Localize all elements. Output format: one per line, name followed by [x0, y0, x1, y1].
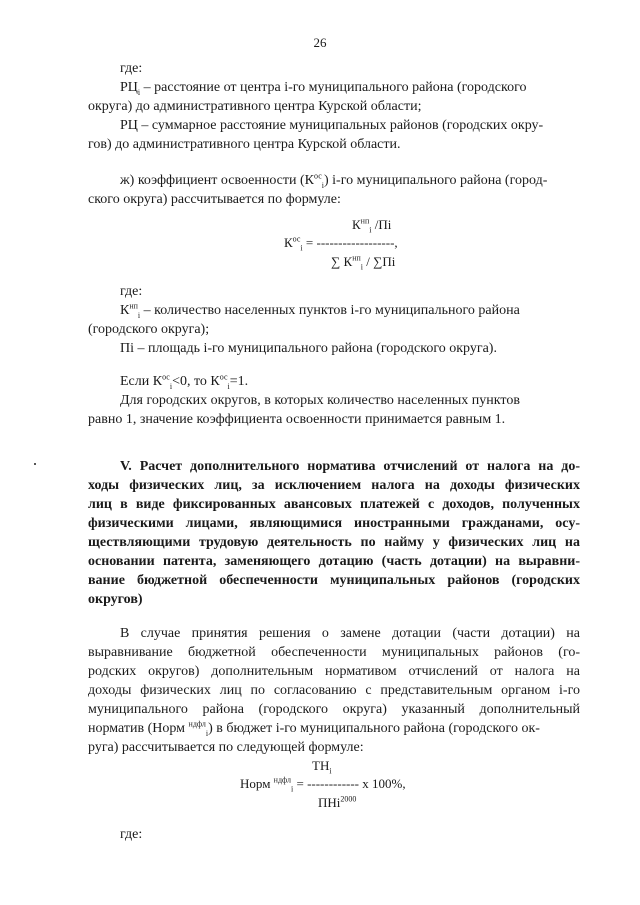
formula-2-numerator: $ТН_i$ [312, 758, 332, 776]
formula-2-denominator: ПНi$^{2000}$ [318, 794, 357, 810]
where-label: где: [120, 61, 143, 76]
section-heading-line-1: V. Расчет дополнительного норматива отчислений от налога на до- [120, 459, 580, 474]
definition-rc-sum-line-1: РЦ – суммарное расстояние муниципальных районов (городских окру- [120, 118, 544, 133]
scan-speck [34, 463, 36, 465]
paragraph-line-2: выравнивание бюджетной обеспеченности муниципальных районов (го- [88, 645, 580, 660]
paragraph-line-3: родских округов) дополнительным нормативом отчислений от налога на [88, 664, 580, 679]
formula-1-denominator: ∑ $К^{нп}_i / \sum Пi$ [331, 253, 396, 272]
formula-1-line: $К^{ос}_i$ = ------------------, [284, 234, 398, 253]
section-heading-line-4: физическими лицами, являющимися иностранными гражданами, осу- [88, 516, 580, 531]
section-heading-line-7: вание бюджетной обеспеченности муниципальных районов (городских [88, 573, 580, 588]
urban-district-note-line-2: равно 1, значение коэффициента освоенности принимается равным 1. [88, 412, 506, 427]
where-label-3: где: [120, 827, 143, 842]
definition-rc-sum-line-2: гов) до административного центра Курской области. [88, 137, 401, 152]
section-heading-line-8: округов) [88, 592, 143, 607]
definition-knp-line-1: $К^{нп}_i$ – количество населенных пунктов i-го муниципального района [120, 301, 520, 320]
coefficient-intro-line-2: ского округа) рассчитывается по формуле: [88, 192, 341, 207]
definition-knp-line-2: (городского округа); [88, 322, 210, 337]
section-heading-line-2: ходы физических лиц, за исключением налога на доходы физических [88, 478, 580, 493]
paragraph-line-5: муниципального района (городского округа) указанный дополнительный [88, 702, 580, 717]
definition-rc-line-2: округа) до административного центра Курской области; [88, 99, 422, 114]
condition-line: Если $К^{ос}_i<0$, то $К^{ос}_i=1$. [120, 372, 249, 391]
paragraph-line-1: В случае принятия решения о замене дотации (части дотации) на [120, 626, 580, 641]
paragraph-line-6: норматив (Норм $^{ндфл}_i$) в бюджет i-го муниципального района (городского ок- [88, 719, 540, 738]
formula-2-line: Норм $^{ндфл}_i$ = ------------ х 100%, [240, 775, 406, 794]
definition-area: Пi – площадь i-го муниципального района (городского округа). [120, 341, 497, 356]
coefficient-intro-line-1: ж) коэффициент освоенности $(К^{ос}_i)$ i-го муниципального района (город- [120, 171, 548, 190]
urban-district-note-line-1: Для городских округов, в которых количество населенных пунктов [120, 393, 520, 408]
formula-1-numerator: $К^{нп}_i$ /Пi [352, 216, 392, 235]
paragraph-line-4: доходы физических лиц по согласованию с представительным органом i-го [88, 683, 580, 698]
paragraph-line-7: руга) рассчитывается по следующей формуле: [88, 740, 364, 755]
section-heading-line-5: ществляющими трудовую деятельность по найму у физических лиц на [88, 535, 580, 550]
section-heading-line-6: основании патента, заменяющего дотацию (часть дотации) на выравни- [88, 554, 580, 569]
page-number: 26 [313, 35, 327, 50]
where-label-2: где: [120, 284, 143, 299]
section-heading-line-3: лиц в виде фиксированных авансовых платежей с доходов, полученных [88, 497, 580, 512]
definition-rc-line-1: $РЦ_i$ – расстояние от центра i-го муниципального района (городского [120, 80, 527, 97]
